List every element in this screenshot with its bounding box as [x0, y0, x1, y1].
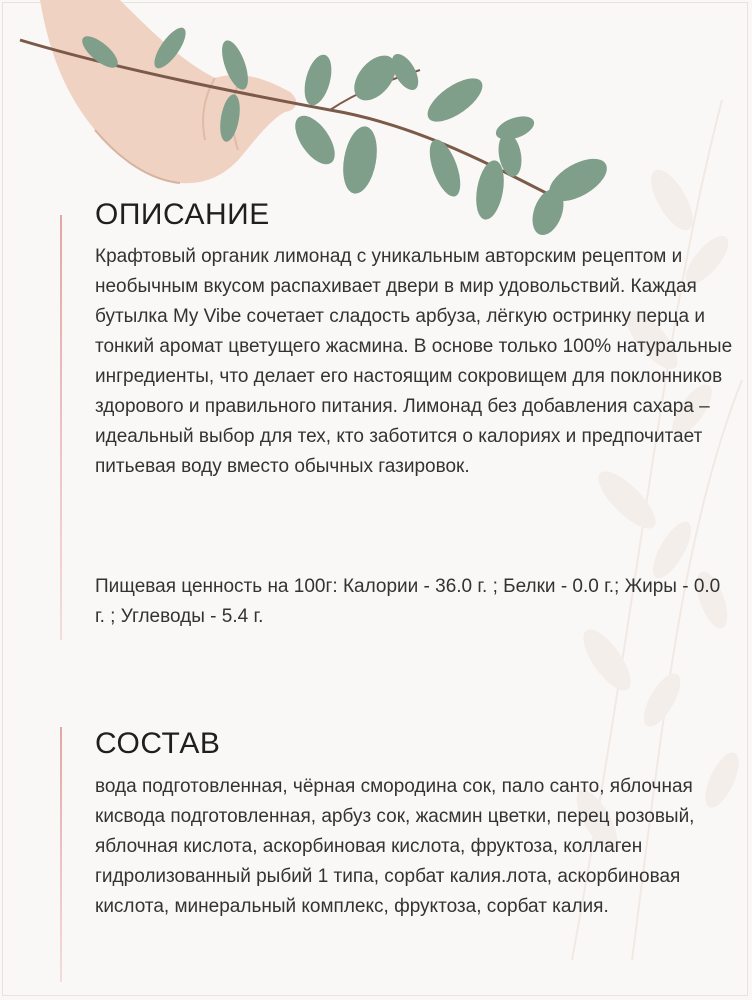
nutrition-text: Пищевая ценность на 100г: Калории - 36.0 г. ; Белки - 0.0 г.; Жиры - 0.0 г. ; Углеводы - 5.4 г. — [95, 576, 721, 627]
description-text: Крафтовый органик лимонад с уникальным авторским рецептом и необычным вкусом распахивает двери в мир удовольствий. Каждая бутылка My Vibe сочетает сладость арбуза, лёгкую остринку перца и тонкий аромат цветущего жасмина. В основе только 100% натуральные ингредиенты, что делает его настоящим сокровищем для поклонников здорового и правильного питания. Лимонад без добавления сахара – идеальный выбор для тех, кто заботится о калориях и предпочитает питьевая воду вместо обычных газировок. — [95, 246, 733, 477]
composition-text: вода подготовленная, чёрная смородина сок, пало санто, яблочная кисвода подготовленная, арбуз сок, жасмин цветки, перец розовый, яблочная кислота, аскорбиновая кислота, фруктоза, коллаген гидролизованный рыбий 1 типа, сорбат калия.лота, аскорбиновая кислота, минеральный комплекс, фруктоза, сорбат калия. — [95, 776, 695, 917]
composition-heading: СОСТАВ — [95, 727, 221, 760]
description-accent-line — [60, 215, 62, 640]
composition-accent-line — [60, 727, 62, 982]
description-heading: ОПИСАНИЕ — [95, 198, 270, 231]
